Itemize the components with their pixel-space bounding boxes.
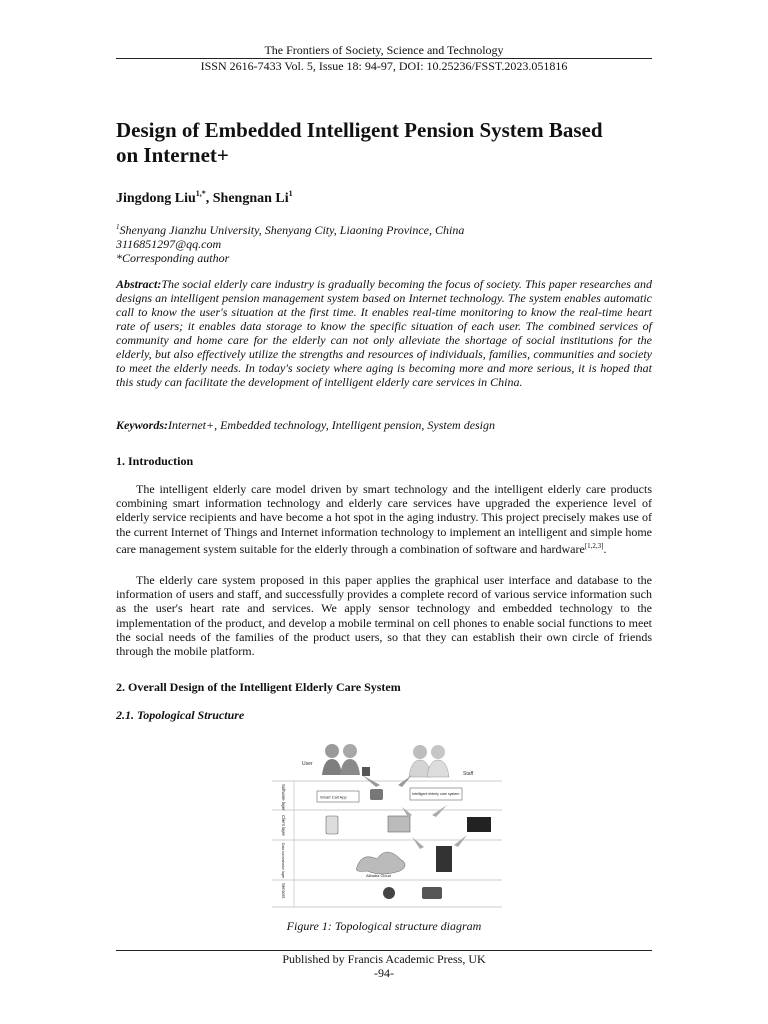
title-line-1: Design of Embedded Intelligent Pension System Based [116,118,603,142]
affiliation-marker: 1 [116,223,120,231]
keywords-text: Internet+, Embedded technology, Intelligent pension, System design [168,418,496,432]
author-2-affil: 1 [288,189,293,198]
section-1-heading: 1. Introduction [116,454,194,468]
intro-paragraph-2: The elderly care system proposed in this paper applies the graphical user interface and database to the information of users and staff, and successfully provides a complete record of various service information such as the user's heart rate and services. We apply sensor technology and embedded technology to the implementation of the product, and develop a mobile terminal on cell phones to enable social functions to meet the social needs of the families of the product users, so that they can establish their own circle of friends through the mobile platform. [116,573,652,659]
software-layer-label: Software layer [281,784,286,811]
author-separator: , [205,191,213,206]
sensor-board-icon [422,887,442,899]
figure-caption: Figure 1: Topological structure diagram [286,919,482,933]
client-layer-label: Client layer [281,815,286,836]
sensors-layer-label: Sensors [281,883,286,899]
sensor-icon [383,887,395,899]
cloud-label: Alibaba Cloud [366,873,391,878]
staff-label: Staff [463,771,474,777]
journal-name: The Frontiers of Society, Science and Technology [264,43,504,57]
subsection-2-1-heading: 2.1. Topological Structure [116,708,245,722]
publisher-line: Published by Francis Academic Press, UK [282,952,486,966]
affiliation-text: Shenyang Jianzhu University, Shenyang City, Liaoning Province, China [119,223,465,237]
elderly-care-system-label: Intelligent elderly care system [412,792,460,796]
intro-paragraph-1-text: The intelligent elderly care model driven by smart technology and the intelligent elderly care products combining smart information technology and elderly care services have upgraded the experience level of elderly service recipients and have become a hot spot in the aging industry. This project precisely makes use of the current Internet of Things and Internet information technology to implement an intelligent and simple home care management system suitable for the elderly through a combination of software and hardware [116,482,652,556]
page-number: -94- [374,966,394,980]
issn-line: ISSN 2616-7433 Vol. 5, Issue 18: 94-97, DOI: 10.25236/FSST.2023.051816 [200,59,568,73]
paper-title [116,118,661,168]
footer-rule [116,950,652,951]
title-line-2: on Internet+ [116,143,229,167]
intro-paragraph-1 [116,482,652,556]
author-1: Jingdong Liu [116,191,196,206]
corresponding-note: *Corresponding author [116,251,230,265]
affiliation-line [116,220,656,237]
monitor-icon [467,817,491,832]
user-label: User [302,761,313,767]
abstract-label: Abstract: [116,277,162,291]
section-2-heading: 2. Overall Design of the Intelligent Elderly Care System [116,680,401,694]
phone-icon [326,816,338,834]
affiliation-block [116,220,656,265]
abstract [116,277,652,389]
gateway-device-icon [436,846,452,872]
intro-paragraph-1-end: . [603,541,607,556]
author-email: 3116851297@qq.com [116,237,222,251]
author-1-affil: 1,* [195,189,206,198]
author-2: Shengnan Li [212,191,289,206]
wechat-icon [370,789,383,800]
data-transmission-layer-label: Data transmission layer [281,843,285,879]
keywords-label: Keywords: [116,418,168,432]
computer-icon [388,816,410,832]
citation: [1,2,3] [584,541,604,550]
topology-figure [262,737,505,909]
abstract-text: The social elderly care industry is gradually becoming the focus of society. This paper researches and designs an intelligent pension management system based on Internet technology. The system enables automatic call to know the user's situation at the first time. It enables real-time monitoring to know the real-time heart rate of users; it enables data storage to know the specific situation of each user. The combined services of community and home care for the elderly can not only alleviate the shortage of social institutions for the elderly, but also effectively utilize the strengths and resources of individuals, families, communities and society to meet the elderly needs. In today's society where aging is becoming more and more serious, it is hoped that this study can facilitate the development of intelligent elderly care services in China. [116,277,652,389]
smart-call-app-label: Smart Call App [320,794,347,800]
author-list [116,189,293,207]
keywords [116,418,652,433]
